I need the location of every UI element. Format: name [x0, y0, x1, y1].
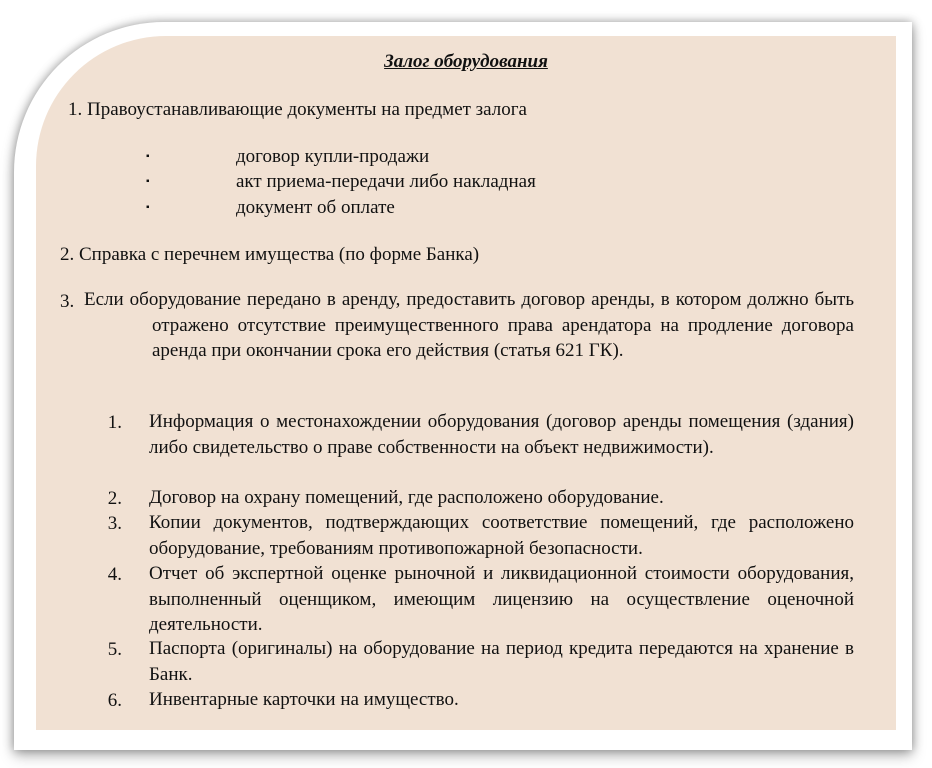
section-3-paragraph: Если оборудование передано в аренду, предоставить договор аренды, в котором должно быть отражено отсутствие преимущественного права арендатора на продление договора аренда при окончании срока его действия (статья 621 ГК). [84, 289, 854, 361]
bullet-marker: ▪ [146, 202, 150, 213]
bullet-marker: ▪ [146, 176, 150, 187]
list-number: 4. [107, 564, 122, 585]
bullet-item: акт приема-передачи либо накладная [236, 171, 536, 192]
document-title: Залог оборудования [384, 51, 548, 72]
list-item: Информация о местонахождении оборудования (договор аренды помещения (здания) либо свидетельство о праве собственности на объект недвижимости). [149, 411, 854, 458]
list-number: 1. [107, 412, 122, 433]
list-number: 5. [107, 639, 122, 660]
bullet-item: документ об оплате [236, 197, 395, 218]
list-item: Отчет об экспертной оценке рыночной и ликвидационной стоимости оборудования, выполненный оценщиком, имеющим лицензию на осуществление оценочной деятельности. [149, 563, 854, 635]
list-item: Паспорта (оригиналы) на оборудование на период кредита передаются на хранение в Банк. [149, 638, 854, 685]
list-item: Договор на охрану помещений, где расположено оборудование. [149, 487, 664, 508]
bullet-item: договор купли-продажи [236, 146, 430, 167]
section-1-heading: 1. Правоустанавливающие документы на предмет залога [68, 99, 527, 120]
section-2-text: 2. Справка с перечнем имущества (по форме Банка) [60, 244, 480, 265]
section-3-number: 3. [60, 291, 75, 312]
list-item: Инвентарные карточки на имущество. [149, 689, 459, 710]
list-number: 2. [107, 488, 122, 509]
list-item: Копии документов, подтверждающих соответствие помещений, где расположено оборудование, требованиям противопожарной безопасности. [149, 512, 854, 559]
bullet-marker: ▪ [146, 151, 150, 162]
list-number: 3. [107, 513, 122, 534]
list-number: 6. [107, 690, 122, 711]
